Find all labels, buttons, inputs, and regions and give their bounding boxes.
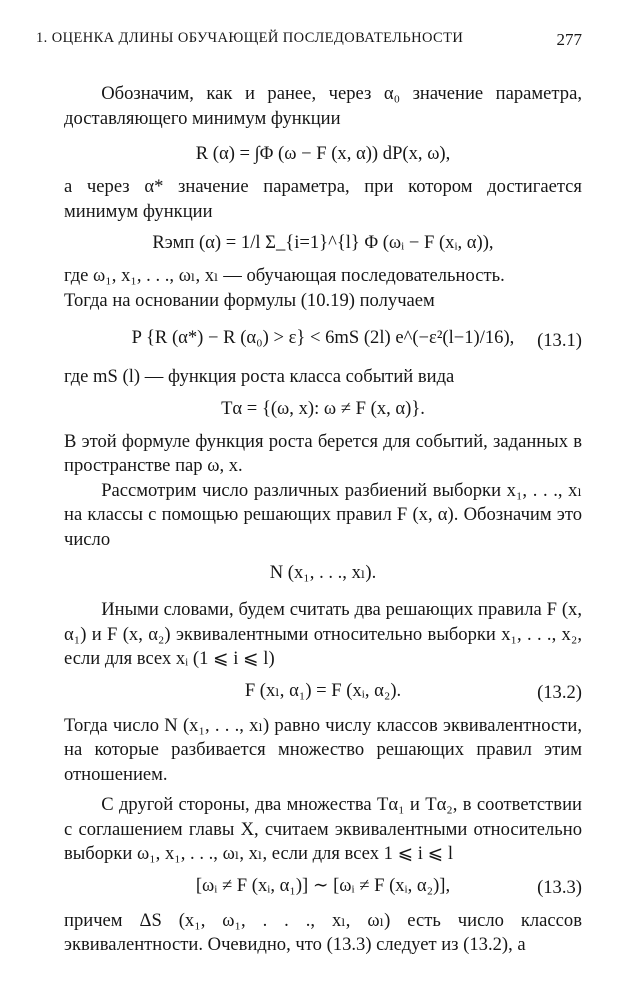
formula-13-2-text: F (xₗ, α₁) = F (xᵢ, α₂).	[244, 679, 402, 701]
formula-13-3	[64, 875, 582, 901]
paragraph-5: В этой формуле функция роста берется для событий, заданных в пространстве пар ω, x.	[64, 430, 582, 476]
formula-13-2	[64, 680, 582, 706]
paragraph-3-line-2: Тогда на основании формулы (10.19) получаем	[64, 289, 435, 311]
paragraph-1: Обозначим, как и ранее, через α₀ значение параметра, доставляющего минимум функции	[64, 83, 582, 129]
equation-number-13-3: (13.3)	[537, 876, 582, 898]
paragraph-7: Иными словами, будем считать два решающих правила F (x, α₁) и F (x, α₂) эквивалентными относительно выборки x₁, . . ., x₂, если для всех xᵢ (1 ⩽ i ⩽ l)	[64, 599, 582, 669]
formula-risk-text: R (α) = ∫Φ (ω − F (x, α)) dP(x, ω),	[195, 143, 451, 164]
paragraph-8: Тогда число N (x₁, . . ., xₗ) равно числу классов эквивалентности, на которые разбивается множество решающих правил этим отношением.	[64, 714, 582, 785]
paragraph-3-line-1: где ω₁, x₁, . . ., ωₗ, xₗ — обучающая последовательность.	[64, 265, 505, 286]
equation-number-13-2: (13.2)	[537, 681, 582, 703]
paragraph-4: где mS (l) — функция роста класса событий вида	[64, 366, 455, 387]
running-title: 1. ОЦЕНКА ДЛИНЫ ОБУЧАЮЩЕЙ ПОСЛЕДОВАТЕЛЬНОСТИ	[36, 30, 464, 46]
paragraph-9: С другой стороны, два множества Tα₁ и Tα₂, в соответствии с соглашением главы X, считаем эквивалентными относительно выборки ω₁, x₁, . . ., ωₗ, xₗ, если для всех 1 ⩽ i ⩽ l	[64, 794, 582, 864]
formula-13-1-text: P {R (α*) − R (α₀) > ε} < 6mS (2l) e^(−ε²(l−1)/16),	[131, 327, 515, 348]
formula-13-3-text: [ωᵢ ≠ F (xᵢ, α₁)] ∼ [ωᵢ ≠ F (xᵢ, α₂)],	[195, 874, 451, 896]
paragraph-2: а через α* значение параметра, при котором достигается минимум функции	[64, 176, 582, 222]
equation-number-13-1: (13.1)	[537, 330, 582, 351]
paragraph-10: причем ΔS (x₁, ω₁, . . ., xₗ, ωₗ) есть число классов эквивалентности. Очевидно, что (13.3) следует из (13.2), а	[64, 909, 582, 955]
formula-count-text: N (x₁, . . ., xₗ).	[269, 562, 377, 583]
formula-event	[64, 398, 582, 420]
formula-13-1	[64, 327, 582, 355]
page-body	[64, 82, 582, 958]
formula-event-text: Tα = {(ω, x): ω ≠ F (x, α)}.	[221, 397, 425, 419]
paragraph-6: Рассмотрим число различных разбиений выборки x₁, . . ., xₗ на классы с помощью решающих правил F (x, α). Обозначим это число	[64, 479, 582, 550]
page-number: 277	[556, 30, 582, 49]
running-header	[36, 30, 582, 50]
formula-risk	[64, 143, 582, 165]
formula-count	[64, 562, 582, 584]
formula-empirical-risk-text: Rэмп (α) = 1/l Σ_{i=1}^{l} Φ (ωᵢ − F (xᵢ, α)),	[152, 232, 494, 253]
formula-empirical-risk	[64, 232, 582, 254]
